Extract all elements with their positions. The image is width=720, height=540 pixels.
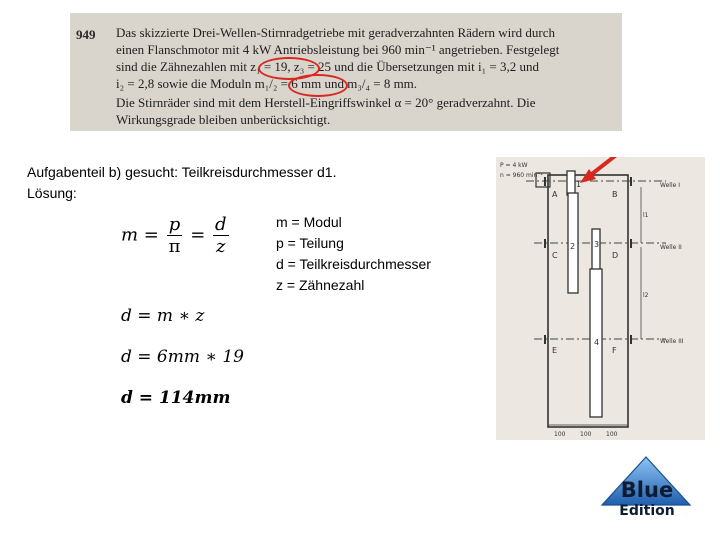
solution-label: Lösung: [27,185,77,201]
module-formula [121,214,231,257]
logo-graphic [600,455,692,523]
bearing-label-e: E [552,346,558,355]
problem-line-6: Wirkungsgrade bleiben unberücksichtigt. [116,112,331,127]
logo-word-edition: Edition [619,503,675,519]
logo-word-blue: Blue [620,478,674,502]
l2-label: l2 [643,292,649,299]
gear-3 [592,229,600,271]
bearings [545,177,631,344]
formula-lhs: m = [121,224,159,246]
problem-line-3: sind die Zähnezahlen mit z₁ = 19, z₃ = 25 und die Übersetzungen mit i₁ = 3,2 und [116,59,539,74]
fraction-denominator-z: z [216,236,226,257]
equation-substituted: d = 6mm ∗ 19 [121,347,244,367]
highlight-m12-oval [288,74,348,97]
problem-line-5: Die Stirnräder sind mit dem Herstell-Eingriffswinkel α = 20° geradverzahnt. Die [116,95,536,110]
dimension-label-3: 100 [606,431,618,438]
housing-outline [548,175,628,427]
arrow-shaft [588,157,624,177]
problem-number: 949 [76,27,96,42]
problem-line-4: i₂ = 2,8 sowie die Moduln m₁/₂ = 6 mm und m₃/₄ = 8 mm. [116,76,418,91]
shaft-2-label: Welle II [660,244,682,251]
equation-result: d = 114mm [121,388,231,408]
fraction-numerator-p: p [167,214,183,236]
formula-equals: = [190,224,206,246]
motor-speed-label: n = 960 min⁻¹ [500,172,543,179]
gear-label-3: 3 [594,240,600,249]
legend-teilung: p = Teilung [276,235,344,251]
gear-1 [567,171,575,195]
problem-line-2: einen Flanschmotor mit 4 kW Antriebsleistung bei 960 min⁻¹ angetrieben. Festgelegt [116,42,560,57]
bearing-label-a: A [552,190,558,199]
bearing-label-f: F [612,346,617,355]
blue-edition-logo [600,455,692,523]
fraction-d-z [213,214,229,257]
dimension-label-1: 100 [554,431,566,438]
gearbox-drawing [496,157,705,440]
gearbox-sketch [496,157,705,440]
gear-label-4: 4 [594,338,600,347]
shaft-3-label: Welle III [660,338,684,345]
fraction-numerator-d: d [215,214,227,235]
gear-label-1: 1 [576,180,582,189]
bearing-label-b: B [612,190,618,199]
dimension-label-2: 100 [580,431,592,438]
equation-general: d = m ∗ z [121,306,205,326]
variable-legend [276,212,431,296]
fraction-p-pi [167,214,183,257]
task-title: Aufgabenteil b) gesucht: Teilkreisdurchmesser d1. [27,164,337,180]
fraction-denominator-pi: π [168,236,181,257]
problem-line-1: Das skizzierte Drei-Wellen-Stirnradgetriebe mit geradverzahnten Rädern wird durch [116,25,555,40]
legend-teilkreisdurchmesser: d = Teilkreisdurchmesser [276,256,431,272]
shaft-1-label: Welle I [660,182,680,189]
bearing-label-d: D [612,251,619,260]
l1-label: l1 [643,212,649,219]
gear-label-2: 2 [570,242,576,251]
motor-power-label: P = 4 kW [500,162,528,169]
legend-modul: m = Modul [276,214,342,230]
bearing-label-c: C [552,251,558,260]
problem-scan [70,13,622,131]
legend-zaehnezahl: z = Zähnezahl [276,277,365,293]
